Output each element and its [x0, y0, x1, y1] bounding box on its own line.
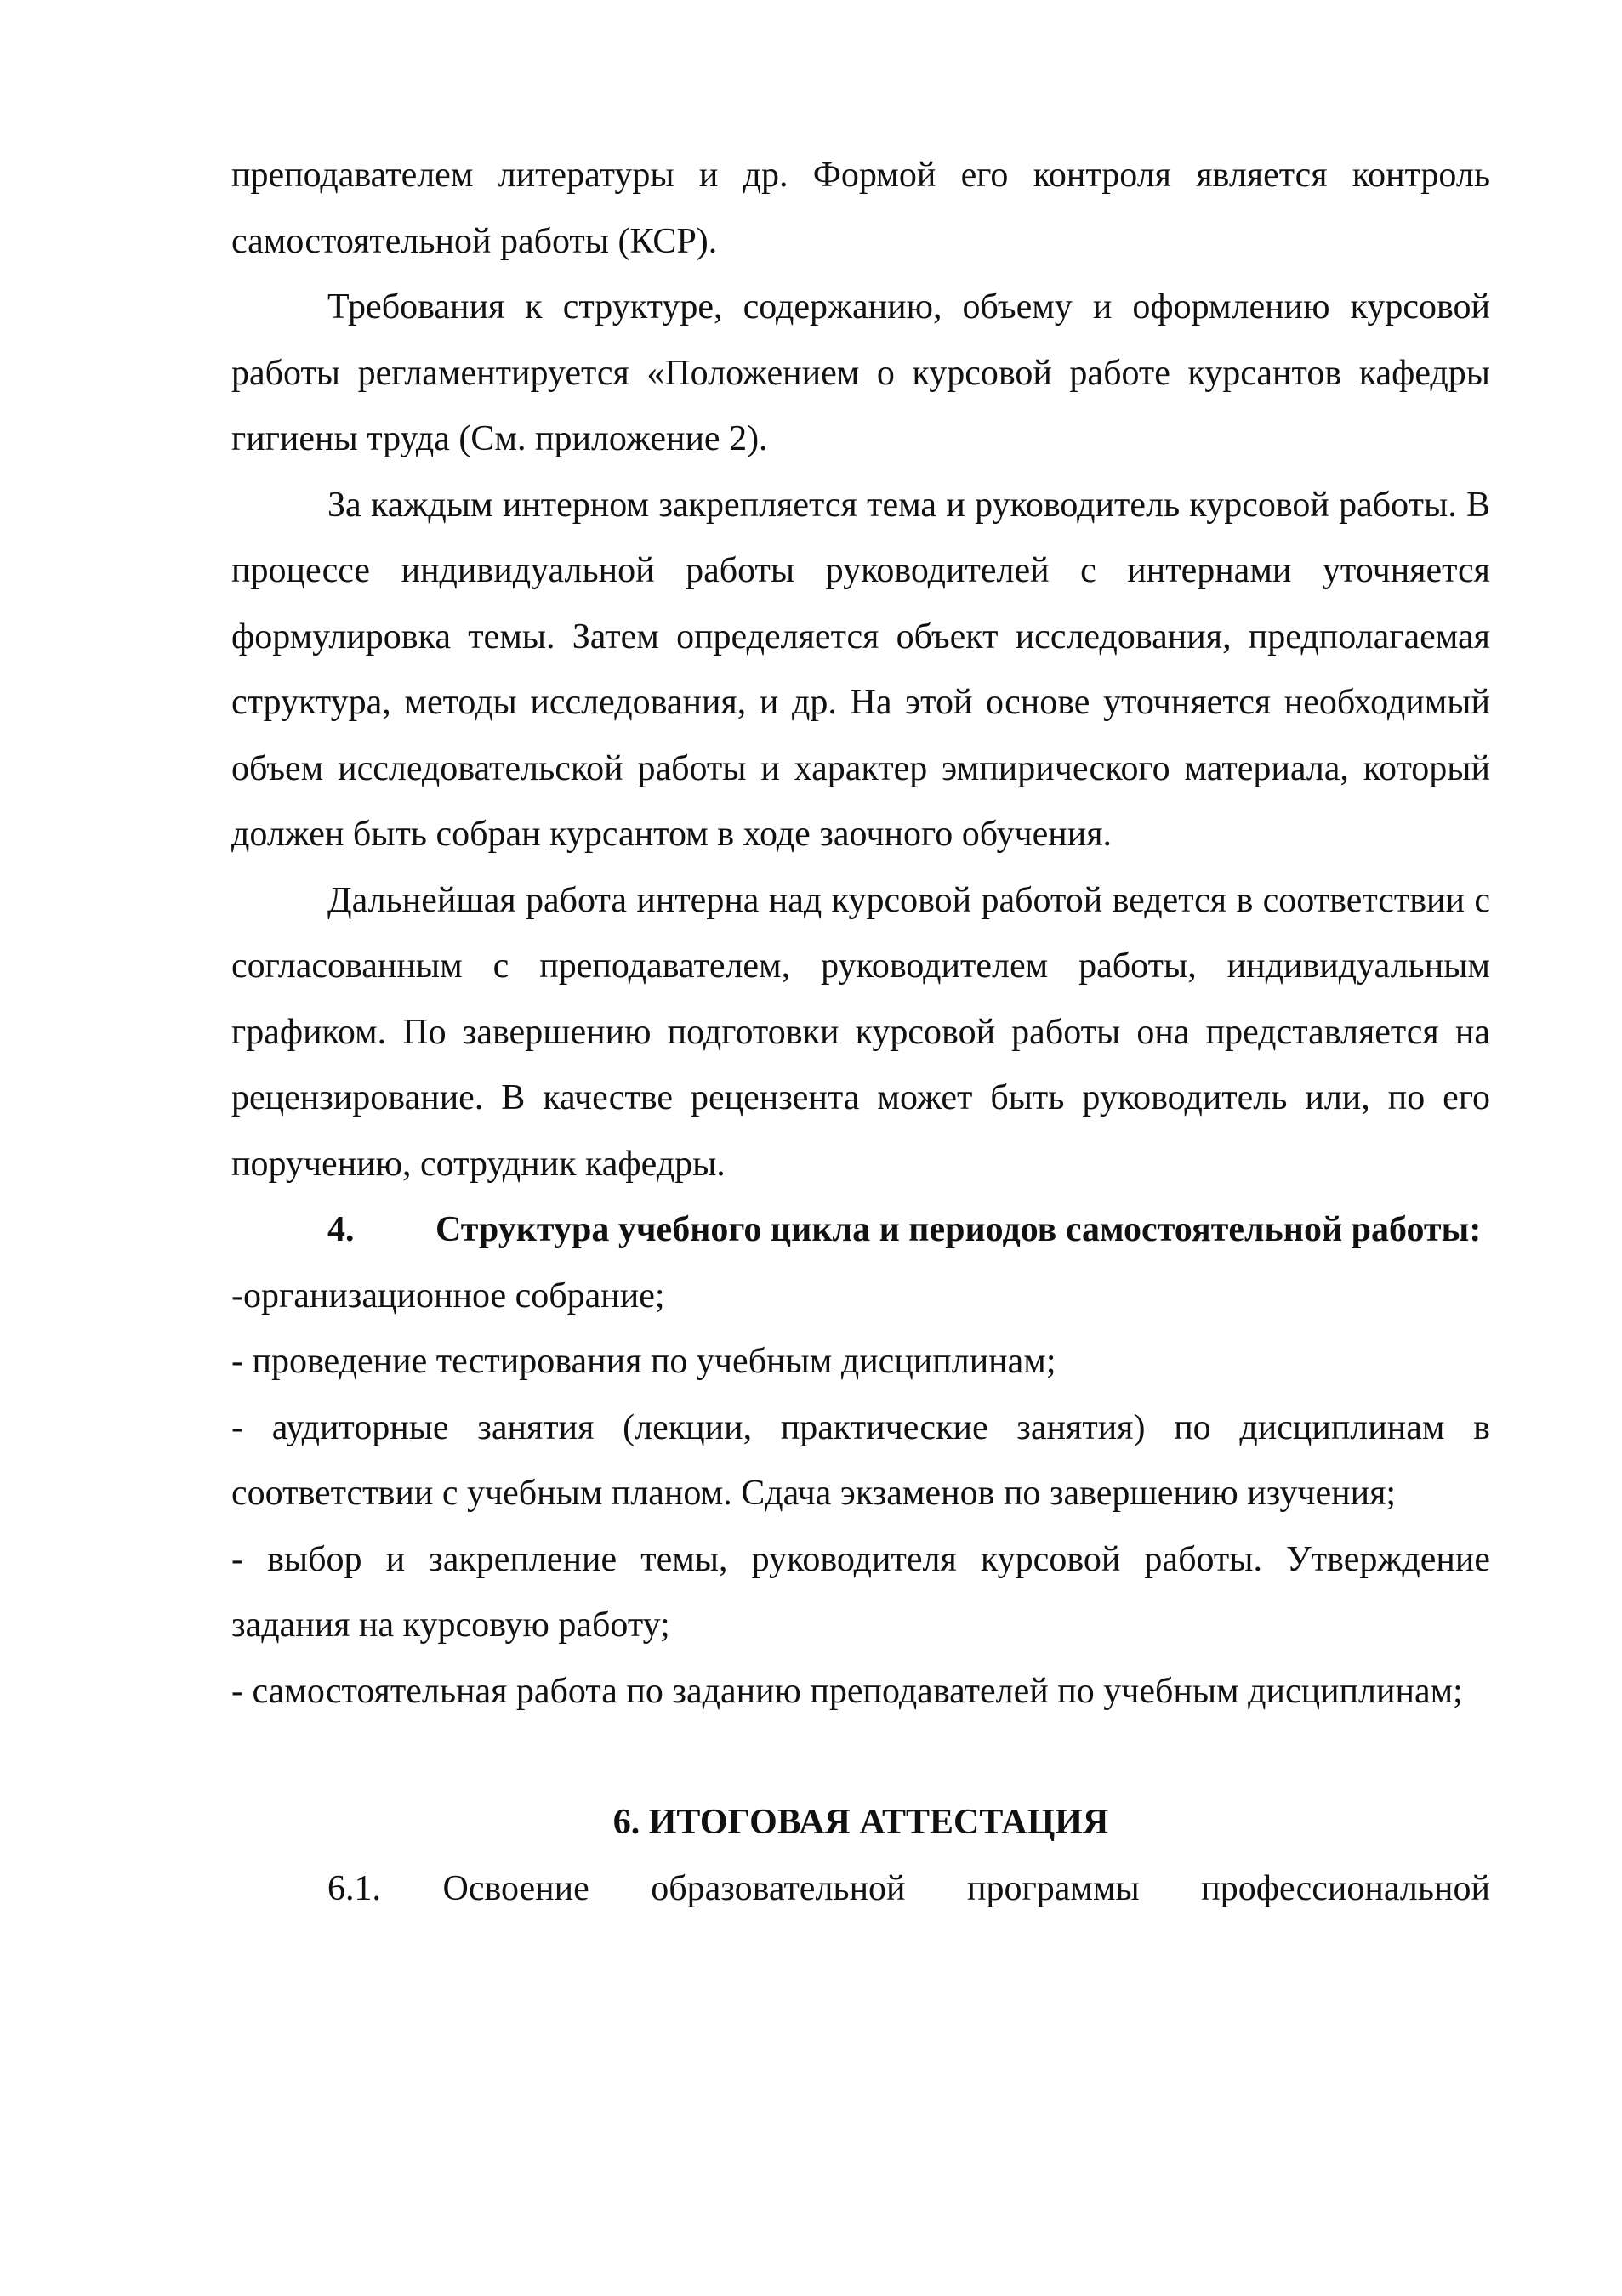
- document-page: [231, 143, 1490, 1922]
- section-4-title: Структура учебного цикла и периодов самостоятельной работы:: [435, 1210, 1482, 1249]
- section-6-heading: 6. ИТОГОВАЯ АТТЕСТАЦИЯ: [612, 1803, 1109, 1842]
- list-item: - аудиторные занятия (лекции, практические занятия) по дисциплинам в соответствии с учебным планом. Сдача экзаменов по завершению изучения;: [231, 1407, 1490, 1513]
- subsection-6-1-word: Освоение: [442, 1868, 589, 1908]
- subsection-6-1-word: профессиональной: [1201, 1868, 1490, 1908]
- subsection-6-1-line: [231, 1856, 1490, 1923]
- paragraph-topic-assignment: За каждым интерном закрепляется тема и руководитель курсовой работы. В процессе индивидуальной работы руководителей с интернами уточняется формулировка темы. Затем определяется объект исследования, предполагаемая структура, методы исследования, и др. На этой основе уточняется необходимый объем исследовательской работы и характер эмпирического материала, который должен быть собран курсантом в ходе заочного обучения.: [231, 485, 1490, 854]
- subsection-6-1-word: программы: [967, 1868, 1140, 1908]
- list-item: - выбор и закрепление темы, руководителя курсовой работы. Утверждение задания на курсовую работу;: [231, 1539, 1490, 1645]
- section-4-heading: [231, 1197, 1490, 1264]
- subsection-6-1-number: 6.1.: [327, 1868, 381, 1908]
- subsection-6-1-word: образовательной: [651, 1868, 906, 1908]
- list-item: - проведение тестирования по учебным дисциплинам;: [231, 1342, 1056, 1381]
- paragraph-requirements: Требования к структуре, содержанию, объему и оформлению курсовой работы регламентируется «Положением о курсовой работе курсантов кафедры гигиены труда (См. приложение 2).: [231, 287, 1490, 458]
- list-item: -организационное собрание;: [231, 1276, 665, 1316]
- spacer: [231, 1725, 1490, 1790]
- paragraph-ksr: преподавателем литературы и др. Формой его контроля является контроль самостоятельной работы (КСР).: [231, 156, 1490, 261]
- section-4-number: 4.: [327, 1210, 355, 1249]
- list-item: - самостоятельная работа по заданию преподавателей по учебным дисциплинам;: [231, 1671, 1463, 1711]
- paragraph-further-work: Дальнейшая работа интерна над курсовой работой ведется в соответствии с согласованным с преподавателем, руководителем работы, индивидуальным графиком. По завершению подготовки курсовой работы она представляется на рецензирование. В качестве рецензента может быть руководитель или, по его поручению, сотрудник кафедры.: [231, 880, 1490, 1184]
